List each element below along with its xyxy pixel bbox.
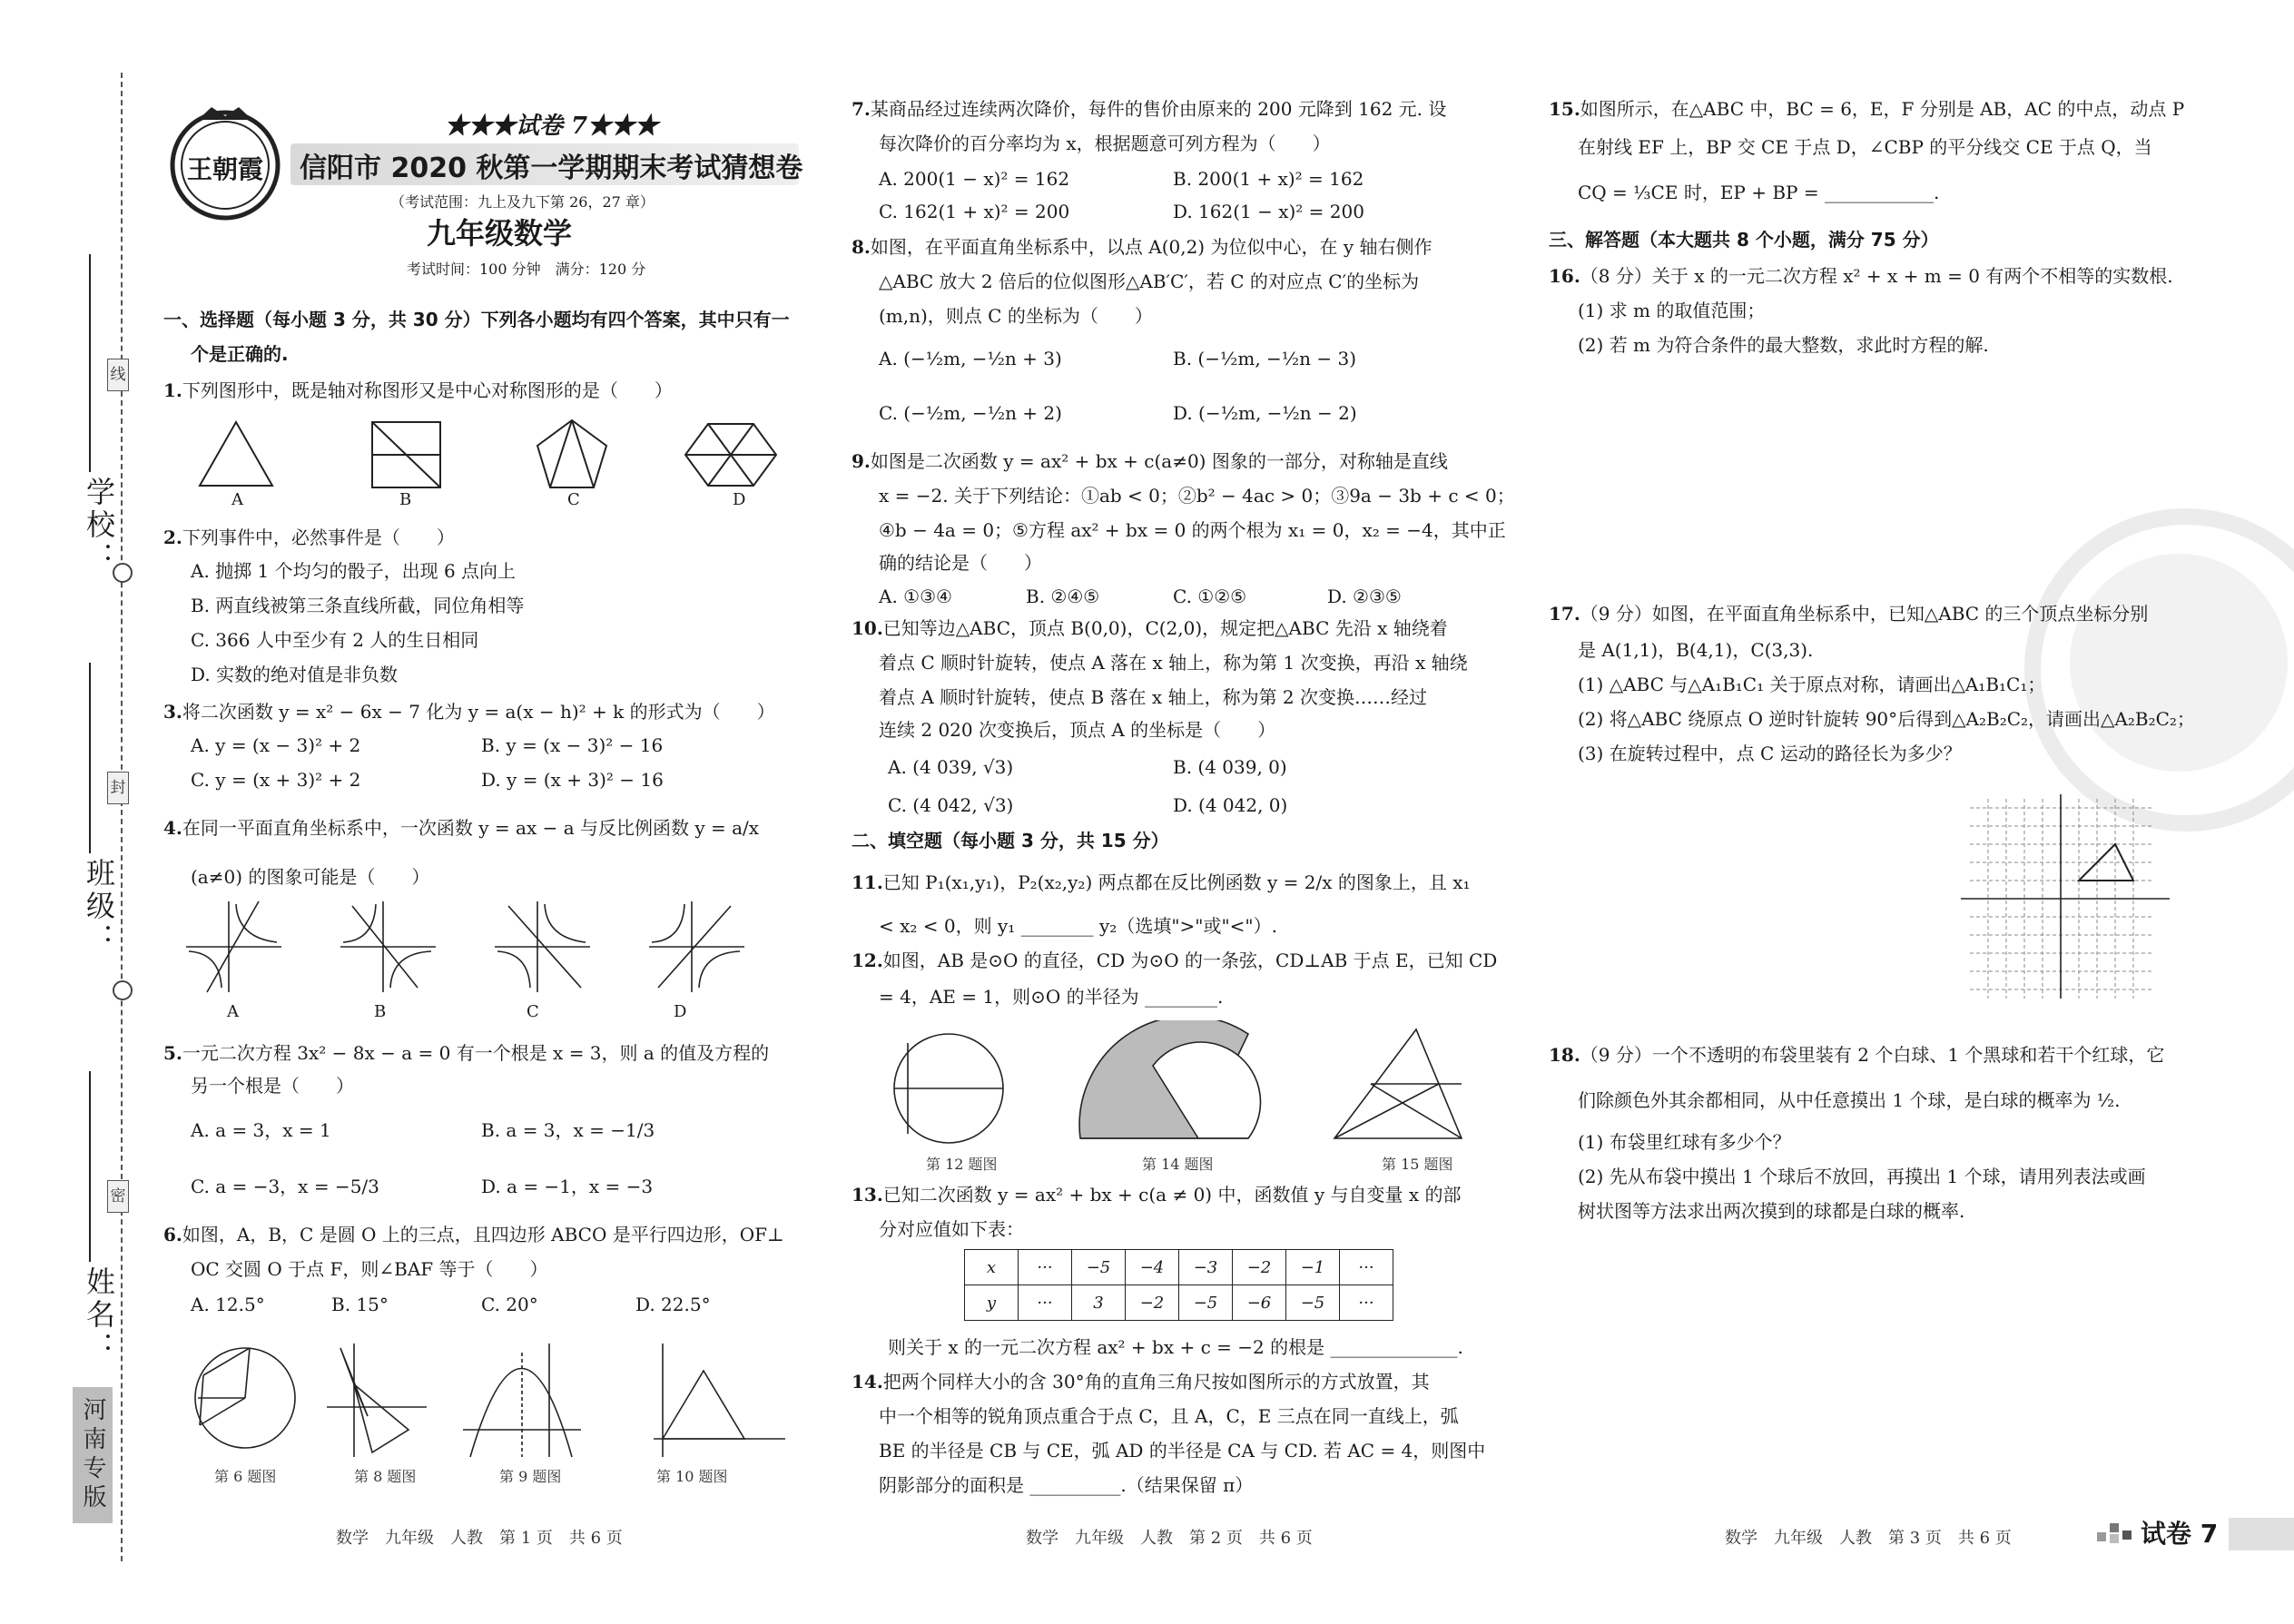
exam-badge: ★★★试卷 7★★★ bbox=[445, 113, 659, 140]
question-number: 7. bbox=[852, 98, 871, 120]
option-d: D. (−½m, −½n − 2) bbox=[1173, 402, 1357, 424]
question-17-part-3: (3) 在旋转过程中，点 C 运动的路径长为多少？ bbox=[1578, 743, 1962, 764]
figure-label: B bbox=[399, 490, 412, 509]
question-text: 将二次函数 y = x² − 6x − 7 化为 y = a(x − h)² + k 的形式为（ ） bbox=[182, 701, 775, 723]
question-9-cont: ④b − 4a = 0；⑤方程 ax² + bx = 0 的两个根为 x₁ = 0，x₂ = −4，其中正 bbox=[879, 519, 1506, 541]
section2-title: 二、填空题（每小题 3 分，共 15 分） bbox=[852, 830, 1169, 851]
table-cell: −1 bbox=[1286, 1250, 1340, 1285]
question-12-cont: = 4，AE = 1，则⊙O 的半径为 ________. bbox=[879, 986, 1224, 1008]
table-cell: ··· bbox=[1019, 1250, 1072, 1285]
question-13-cont: 分对应值如下表： bbox=[879, 1218, 1024, 1240]
seal-box-secret: 密 bbox=[107, 1180, 129, 1213]
question-18-part-2: (2) 先从布袋中摸出 1 个球后不放回，再摸出 1 个球，请用列表法或画 bbox=[1578, 1166, 2146, 1187]
q4-graphs bbox=[182, 897, 799, 1000]
question-text: 如图，AB 是⊙O 的直径，CD 为⊙O 的一条弦，CD⊥AB 于点 E，已知 CD bbox=[882, 950, 1498, 971]
seal-box-line: 线 bbox=[107, 359, 129, 391]
question-13-answer-line: 则关于 x 的一元二次方程 ax² + bx + c = −2 的根是 ______________. bbox=[888, 1336, 1463, 1358]
question-number: 12. bbox=[852, 950, 883, 971]
question-16-part-1: (1) 求 m 的取值范围； bbox=[1578, 300, 1766, 321]
table-cell: ··· bbox=[1340, 1285, 1393, 1321]
question-18-part-1: (1) 布袋里红球有多少个？ bbox=[1578, 1131, 1791, 1153]
figure-caption: 第 8 题图 bbox=[354, 1468, 417, 1485]
question-17-part-2: (2) 将△ABC 绕原点 O 逆时针旋转 90°后得到△A₂B₂C₂，请画出△A₂B₂C₂； bbox=[1578, 708, 2195, 730]
option-d: D. 162(1 − x)² = 200 bbox=[1173, 201, 1364, 222]
question-text: 已知二次函数 y = ax² + bx + c(a ≠ 0) 中，函数值 y 与自变量 x 的部 bbox=[882, 1184, 1462, 1206]
question-8-cont: △ABC 放大 2 倍后的位似图形△AB′C′，若 C 的对应点 C′的坐标为 bbox=[879, 271, 1420, 292]
table-cell: −6 bbox=[1233, 1285, 1286, 1321]
question-4 bbox=[163, 813, 759, 842]
option-d: D. ②③⑤ bbox=[1327, 586, 1402, 607]
subject-title: 九年级数学 bbox=[427, 216, 573, 251]
question-text: 下列图形中，既是轴对称图形又是中心对称图形的是（ ） bbox=[182, 379, 673, 401]
q1-figures bbox=[191, 413, 790, 507]
question-number: 15. bbox=[1549, 98, 1580, 120]
question-2 bbox=[163, 523, 455, 552]
question-number: 1. bbox=[163, 379, 182, 401]
question-text: 如图是二次函数 y = ax² + bx + c(a≠0) 图象的一部分，对称轴是直线 bbox=[870, 450, 1448, 472]
table-cell: ··· bbox=[1019, 1285, 1072, 1321]
question-text: 把两个同样大小的含 30°角的直角三角尺按如图所示的方式放置，其 bbox=[882, 1371, 1430, 1393]
question-number: 13. bbox=[852, 1184, 883, 1206]
question-6-cont: OC 交圆 O 于点 F，则∠BAF 等于（ ） bbox=[191, 1258, 548, 1280]
question-10 bbox=[852, 614, 1448, 643]
option-a: A. y = (x − 3)² + 2 bbox=[191, 734, 361, 756]
exam-title: 信阳市 2020 秋第一学期期末考试猜想卷 bbox=[300, 153, 803, 184]
question-5-cont: 另一个根是（ ） bbox=[191, 1075, 354, 1097]
figure-caption: 第 6 题图 bbox=[214, 1468, 277, 1485]
question-9 bbox=[852, 447, 1448, 476]
question-15 bbox=[1549, 94, 2184, 123]
option-b: B. y = (x − 3)² − 16 bbox=[481, 734, 664, 756]
question-10-cont: 着点 A 顺时针旋转，使点 B 落在 x 轴上，称为第 2 次变换……经过 bbox=[879, 686, 1428, 708]
table-cell: ··· bbox=[1340, 1250, 1393, 1285]
option-d: D. (4 042, 0) bbox=[1173, 794, 1288, 816]
question-number: 5. bbox=[163, 1042, 182, 1064]
figure-caption: 第 12 题图 bbox=[926, 1156, 998, 1173]
option-c: C. y = (x + 3)² + 2 bbox=[191, 769, 361, 791]
question-6 bbox=[163, 1220, 784, 1249]
cut-line bbox=[121, 73, 123, 1561]
question-11-cont: < x₂ < 0，则 y₁ ________ y₂（选填">"或"<"）. bbox=[879, 915, 1277, 937]
question-number: 16. bbox=[1549, 265, 1580, 287]
question-number: 8. bbox=[852, 236, 871, 258]
class-label: 班级： bbox=[82, 858, 116, 956]
question-text: 如图，A，B，C 是圆 O 上的三点，且四边形 ABCO 是平行四边形，OF⊥ bbox=[182, 1224, 784, 1245]
figure-label: C bbox=[527, 1002, 539, 1021]
option-c: C. 20° bbox=[481, 1294, 538, 1315]
school-field-line bbox=[89, 254, 91, 472]
question-8-cont: (m,n)，则点 C 的坐标为（ ） bbox=[879, 305, 1153, 327]
option-b: B. (−½m, −½n − 3) bbox=[1173, 348, 1357, 369]
question-10-cont: 连续 2 020 次变换后，顶点 A 的坐标是（ ） bbox=[879, 719, 1276, 741]
option-c: C. (4 042, √3) bbox=[888, 794, 1014, 816]
question-number: 18. bbox=[1549, 1044, 1580, 1066]
option-b: B. 两直线被第三条直线所截，同位角相等 bbox=[191, 595, 525, 616]
question-9-cont: 确的结论是（ ） bbox=[879, 552, 1042, 574]
name-label: 姓名： bbox=[82, 1266, 116, 1364]
question-text: 一元二次方程 3x² − 8x − a = 0 有一个根是 x = 3，则 a 的值及方程的 bbox=[182, 1042, 770, 1064]
question-8 bbox=[852, 232, 1432, 261]
question-7 bbox=[852, 94, 1446, 123]
option-a: A. (−½m, −½n + 3) bbox=[879, 348, 1062, 369]
option-a: A. (4 039, √3) bbox=[888, 756, 1014, 778]
option-c: C. 162(1 + x)² = 200 bbox=[879, 201, 1070, 222]
question-10-cont: 着点 C 顺时针旋转，使点 A 落在 x 轴上，称为第 1 次变换，再沿 x 轴绕 bbox=[879, 652, 1468, 674]
option-a: A. 200(1 − x)² = 162 bbox=[879, 168, 1070, 190]
option-b: B. ②④⑤ bbox=[1026, 586, 1100, 607]
option-d: D. a = −1，x = −3 bbox=[481, 1176, 654, 1197]
binding-hole bbox=[113, 980, 133, 1000]
question-number: 17. bbox=[1549, 603, 1580, 625]
question-number: 10. bbox=[852, 617, 883, 639]
figure-label: A bbox=[227, 1002, 239, 1021]
option-d: D. 实数的绝对值是非负数 bbox=[191, 664, 399, 685]
question-3 bbox=[163, 697, 775, 726]
option-b: B. 15° bbox=[331, 1294, 389, 1315]
figure-caption: 第 14 题图 bbox=[1142, 1156, 1214, 1173]
table-cell: −3 bbox=[1179, 1250, 1233, 1285]
option-b: B. 200(1 + x)² = 162 bbox=[1173, 168, 1364, 190]
figure-caption: 第 15 题图 bbox=[1382, 1156, 1453, 1173]
figure-label: B bbox=[374, 1002, 387, 1021]
question-text: 某商品经过连续两次降价，每件的售价由原来的 200 元降到 162 元. 设 bbox=[870, 98, 1447, 120]
section1-title-cont: 个是正确的. bbox=[191, 343, 289, 365]
option-a: A. ①③④ bbox=[879, 586, 952, 607]
question-18 bbox=[1549, 1040, 2164, 1069]
question-15-cont: CQ = ⅓CE 时，EP + BP = ____________. bbox=[1578, 182, 1940, 203]
question-number: 4. bbox=[163, 817, 182, 839]
class-field-line bbox=[89, 663, 91, 853]
value-table bbox=[964, 1249, 1393, 1321]
question-5 bbox=[163, 1038, 769, 1068]
table-cell: −5 bbox=[1286, 1285, 1340, 1321]
corner-decoration bbox=[2097, 1514, 2133, 1545]
question-18-part-3: 树状图等方法求出两次摸到的球都是白球的概率. bbox=[1578, 1200, 1965, 1222]
table-row bbox=[965, 1285, 1393, 1321]
question-13 bbox=[852, 1180, 1461, 1209]
figures-12-14-15 bbox=[881, 1020, 1507, 1160]
page-footer: 数学 九年级 人教 第 2 页 共 6 页 bbox=[1026, 1529, 1313, 1548]
figure-label: D bbox=[674, 1002, 687, 1021]
seal-box-seal: 封 bbox=[107, 772, 129, 804]
region-tag: 河南专版 bbox=[73, 1387, 113, 1523]
watermark-seal-inner bbox=[2070, 554, 2288, 772]
brand-logo bbox=[162, 100, 289, 227]
question-14-cont: BE 的半径是 CB 与 CE，弧 AD 的半径是 CA 与 CD. 若 AC = 4，则图中 bbox=[879, 1440, 1486, 1462]
question-text: （8 分）关于 x 的一元二次方程 x² + x + m = 0 有两个不相等的实数根. bbox=[1580, 265, 2173, 287]
question-text: 已知等边△ABC，顶点 B(0,0)，C(2,0)，规定把△ABC 先沿 x 轴绕着 bbox=[882, 617, 1448, 639]
question-number: 11. bbox=[852, 871, 883, 893]
corner-exam-tag: 试卷 7 bbox=[2141, 1519, 2219, 1549]
question-17-part-1: (1) △ABC 与△A₁B₁C₁ 关于原点对称，请画出△A₁B₁C₁； bbox=[1578, 674, 2046, 695]
question-17 bbox=[1549, 599, 2148, 628]
page-footer: 数学 九年级 人教 第 1 页 共 6 页 bbox=[336, 1529, 623, 1548]
question-18-cont: 们除颜色外其余都相同，从中任意摸出 1 个球，是白球的概率为 ½. bbox=[1578, 1089, 2121, 1111]
question-14 bbox=[852, 1367, 1430, 1396]
question-16 bbox=[1549, 261, 2173, 290]
question-16-part-2: (2) 若 m 为符合条件的最大整数，求此时方程的解. bbox=[1578, 334, 1989, 356]
question-15-cont: 在射线 EF 上，BP 交 CE 于点 D，∠CBP 的平分线交 CE 于点 Q，当 bbox=[1578, 136, 2152, 158]
table-cell: −5 bbox=[1072, 1250, 1126, 1285]
question-number: 9. bbox=[852, 450, 871, 472]
option-c: C. 366 人中至少有 2 人的生日相同 bbox=[191, 629, 479, 651]
figure-label: C bbox=[567, 490, 580, 509]
exam-time-info: 考试时间：100 分钟 满分：120 分 bbox=[407, 261, 646, 278]
question-text: 下列事件中，必然事件是（ ） bbox=[182, 527, 455, 548]
option-d: D. 22.5° bbox=[635, 1294, 711, 1315]
question-text: 如图所示，在△ABC 中，BC = 6，E，F 分别是 AB，AC 的中点，动点 P bbox=[1580, 98, 2185, 120]
option-a: A. 12.5° bbox=[191, 1294, 265, 1315]
school-label: 学校： bbox=[82, 477, 116, 575]
table-cell: x bbox=[965, 1250, 1019, 1285]
figure-label: D bbox=[733, 490, 746, 509]
coordinate-grid-figure bbox=[1952, 790, 2188, 1011]
question-4-cont: (a≠0) 的图象可能是（ ） bbox=[191, 866, 430, 888]
figure-caption: 第 10 题图 bbox=[656, 1468, 728, 1485]
option-d: D. y = (x + 3)² − 16 bbox=[481, 769, 664, 791]
table-cell: −2 bbox=[1233, 1250, 1286, 1285]
option-a: A. a = 3，x = 1 bbox=[191, 1119, 331, 1141]
page-footer: 数学 九年级 人教 第 3 页 共 6 页 bbox=[1725, 1529, 2012, 1548]
logo-text: 王朝霞 bbox=[186, 154, 263, 184]
name-field-line bbox=[89, 1071, 91, 1262]
question-number: 6. bbox=[163, 1224, 182, 1245]
question-text: 在同一平面直角坐标系中，一次函数 y = ax − a 与反比例函数 y = a/x bbox=[182, 817, 760, 839]
figure-label: A bbox=[231, 490, 243, 509]
option-c: C. (−½m, −½n + 2) bbox=[879, 402, 1062, 424]
option-b: B. a = 3，x = −1/3 bbox=[481, 1119, 655, 1141]
question-text: （9 分）一个不透明的布袋里装有 2 个白球、1 个黑球和若干个红球，它 bbox=[1580, 1044, 2165, 1066]
binding-margin bbox=[0, 0, 145, 1624]
question-9-cont: x = −2. 关于下列结论：①ab < 0；②b² − 4ac > 0；③9a − 3b + c < 0； bbox=[879, 485, 1515, 507]
exam-scope: （考试范围：九上及九下第 26，27 章） bbox=[390, 193, 655, 211]
section3-title: 三、解答题（本大题共 8 个小题，满分 75 分） bbox=[1549, 229, 1939, 251]
option-c: C. a = −3，x = −5/3 bbox=[191, 1176, 379, 1197]
question-7-cont: 每次降价的百分率均为 x，根据题意可列方程为（ ） bbox=[879, 133, 1331, 154]
table-row bbox=[965, 1250, 1393, 1285]
option-c: C. ①②⑤ bbox=[1173, 586, 1247, 607]
option-b: B. (4 039, 0) bbox=[1173, 756, 1287, 778]
question-text: （9 分）如图，在平面直角坐标系中，已知△ABC 的三个顶点坐标分别 bbox=[1580, 603, 2149, 625]
question-12 bbox=[852, 946, 1497, 975]
table-cell: 3 bbox=[1072, 1285, 1126, 1321]
question-11 bbox=[852, 868, 1471, 897]
section1-title: 一、选择题（每小题 3 分，共 30 分）下列各小题均有四个答案，其中只有一 bbox=[163, 309, 790, 330]
question-number: 2. bbox=[163, 527, 182, 548]
figures-6-8-9-10 bbox=[182, 1334, 799, 1465]
question-number: 14. bbox=[852, 1371, 883, 1393]
table-cell: −5 bbox=[1179, 1285, 1233, 1321]
question-14-cont: 阴影部分的面积是 __________.（结果保留 π） bbox=[879, 1474, 1254, 1496]
table-cell: −4 bbox=[1126, 1250, 1179, 1285]
figure-caption: 第 9 题图 bbox=[499, 1468, 562, 1485]
question-text: 已知 P₁(x₁,y₁)，P₂(x₂,y₂) 两点都在反比例函数 y = 2/x 的图象上，且 x₁ bbox=[882, 871, 1471, 893]
table-cell: −2 bbox=[1126, 1285, 1179, 1321]
question-17-cont: 是 A(1,1)，B(4,1)，C(3,3). bbox=[1578, 639, 1814, 661]
option-a: A. 抛掷 1 个均匀的骰子，出现 6 点向上 bbox=[191, 560, 517, 582]
corner-tab bbox=[2229, 1518, 2294, 1550]
table-cell: y bbox=[965, 1285, 1019, 1321]
question-14-cont: 中一个相等的锐角顶点重合于点 C，且 A，C，E 三点在同一直线上，弧 bbox=[879, 1405, 1459, 1427]
question-number: 3. bbox=[163, 701, 182, 723]
question-1 bbox=[163, 376, 673, 405]
question-text: 如图，在平面直角坐标系中，以点 A(0,2) 为位似中心，在 y 轴右侧作 bbox=[870, 236, 1433, 258]
